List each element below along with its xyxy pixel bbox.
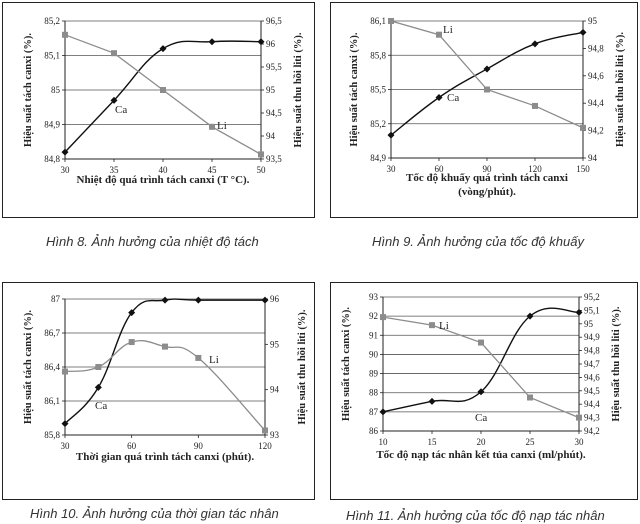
- y2-tick-label: 95,1: [584, 305, 600, 316]
- y-axis-label: Hiệu suất tách canxi (%).: [23, 32, 34, 148]
- series-label-li: Li: [209, 354, 219, 366]
- x-tick-label: 25: [525, 437, 535, 447]
- data-point-li: [580, 125, 586, 131]
- x-tick-label: 20: [476, 437, 486, 447]
- series-line-ca: [65, 41, 261, 152]
- data-point-ca: [95, 384, 102, 391]
- series-line-li: [65, 341, 265, 431]
- series-label-li: Li: [443, 24, 453, 36]
- data-point-li: [62, 32, 68, 38]
- y-tick-label: 87: [51, 294, 60, 304]
- y-tick-label: 85,8: [44, 430, 60, 440]
- figure-caption-1: Hình 8. Ảnh hưởng của nhiệt độ tách: [46, 234, 259, 249]
- x-tick-label: 90: [482, 164, 492, 174]
- x-tick-label: 60: [434, 164, 444, 174]
- x-axis-label: Tốc độ khuấy quá trình tách canxi: [406, 172, 568, 184]
- y2-tick-label: 94,4: [588, 98, 604, 109]
- series-label-ca: Ca: [95, 400, 108, 412]
- y2-tick-label: 94,8: [588, 43, 604, 54]
- x-tick-label: 150: [576, 164, 590, 174]
- y2-tick-label: 94,9: [584, 332, 600, 343]
- y2-tick-label: 95: [588, 16, 597, 26]
- x-tick-label: 45: [207, 165, 217, 175]
- x-tick-label: 10: [378, 437, 388, 447]
- y-tick-label: 86,4: [44, 362, 60, 372]
- y2-axis-label: Hiệu suất thu hồi liti (%).: [611, 306, 622, 422]
- y-axis-label: Hiệu suất tách canxi (%).: [23, 309, 34, 425]
- series-line-li: [383, 317, 579, 418]
- y2-tick-label: 94,6: [588, 70, 604, 81]
- data-point-li: [111, 50, 117, 56]
- y2-tick-label: 95,2: [584, 292, 600, 302]
- y2-tick-label: 94,5: [266, 108, 282, 118]
- chart-1: [23, 16, 304, 186]
- data-point-li: [162, 344, 168, 350]
- y-tick-label: 93: [369, 292, 378, 302]
- y-tick-label: 84,9: [370, 153, 386, 163]
- y-tick-label: 85,2: [370, 118, 386, 129]
- x-axis-label-line2: (vòng/phút).: [458, 186, 516, 198]
- data-point-ca: [429, 398, 436, 405]
- figure-caption-3: Hình 10. Ảnh hưởng của thời gian tác nhân: [30, 506, 279, 521]
- data-point-li: [258, 151, 264, 157]
- x-tick-label: 50: [256, 165, 266, 175]
- chart-panel-1: [2, 2, 315, 218]
- chart-svg-2: [331, 3, 639, 219]
- data-point-ca: [209, 38, 216, 45]
- y-tick-label: 85,2: [44, 16, 60, 26]
- y2-tick-label: 95: [584, 318, 593, 329]
- x-tick-label: 30: [60, 165, 70, 175]
- y2-axis-label: Hiệu suất thu hồi liti (%).: [297, 309, 308, 425]
- x-axis-label: Thời gian quá trình tách canxi (phút).: [75, 451, 255, 463]
- x-axis-label: Nhiệt độ quá trình tách canxi (T °C).: [76, 174, 250, 186]
- data-point-li: [95, 364, 101, 370]
- series-line-ca: [383, 308, 579, 412]
- data-point-ca: [162, 297, 169, 304]
- x-tick-label: 35: [109, 165, 119, 175]
- series-label-ca: Ca: [115, 104, 128, 116]
- x-tick-label: 30: [574, 437, 584, 447]
- x-tick-label: 120: [528, 164, 542, 174]
- data-point-li: [484, 87, 490, 93]
- chart-panel-4: [330, 282, 638, 500]
- y-tick-label: 92: [369, 311, 378, 322]
- x-tick-label: 90: [193, 441, 203, 451]
- y-tick-label: 85: [51, 85, 60, 95]
- y2-tick-label: 94: [270, 384, 279, 395]
- chart-svg-3: [3, 283, 316, 501]
- series-li: [62, 339, 268, 433]
- x-tick-label: 15: [427, 437, 437, 447]
- data-point-li: [129, 339, 135, 345]
- figure-caption-2: Hình 9. Ảnh hưởng của tốc độ khuấy: [372, 234, 584, 249]
- y-tick-label: 86,1: [44, 396, 60, 406]
- y2-axis-label: Hiệu suất thu hồi liti (%).: [293, 32, 304, 148]
- y-tick-label: 84,8: [44, 154, 60, 164]
- y2-tick-label: 94: [588, 153, 597, 163]
- chart-panel-2: [330, 2, 638, 218]
- chart-2: [349, 16, 626, 198]
- data-point-ca: [262, 297, 269, 304]
- data-point-li: [478, 340, 484, 346]
- y2-tick-label: 94,6: [584, 372, 600, 383]
- data-point-li: [160, 87, 166, 93]
- series-label-li: Li: [217, 120, 227, 132]
- data-point-ca: [195, 297, 202, 304]
- data-point-li: [62, 369, 68, 375]
- y2-axis-label: Hiệu suất thu hồi liti (%).: [615, 32, 626, 147]
- chart-panel-3: [2, 282, 315, 500]
- data-point-ca: [160, 45, 167, 52]
- series-label-ca: Ca: [447, 92, 460, 104]
- chart-3: [23, 294, 308, 463]
- data-point-ca: [580, 29, 587, 36]
- data-point-li: [429, 322, 435, 328]
- y2-tick-label: 94,4: [584, 399, 600, 410]
- y2-tick-label: 94,7: [584, 359, 600, 369]
- series-ca: [388, 29, 587, 139]
- series-ca: [62, 297, 269, 428]
- data-point-ca: [576, 309, 583, 316]
- series-line-ca: [391, 32, 583, 135]
- series-li: [380, 314, 582, 421]
- y-tick-label: 85,5: [370, 84, 386, 95]
- y2-tick-label: 94,3: [584, 412, 600, 423]
- chart-svg-4: [331, 283, 639, 501]
- y-tick-label: 89: [369, 368, 378, 379]
- data-point-li: [532, 103, 538, 109]
- data-point-ca: [532, 40, 539, 47]
- y-tick-label: 85,8: [370, 50, 386, 61]
- y2-tick-label: 95: [266, 85, 275, 95]
- y2-tick-label: 94,2: [588, 125, 604, 136]
- y2-tick-label: 94: [266, 131, 275, 141]
- y-tick-label: 90: [369, 349, 378, 360]
- series-label-li: Li: [439, 320, 449, 332]
- series-label-ca: Ca: [475, 412, 488, 424]
- y2-tick-label: 93: [270, 430, 279, 440]
- y-axis-label: Hiệu suất tách canxi (%).: [341, 306, 352, 422]
- data-point-li: [380, 314, 386, 320]
- y-tick-label: 91: [369, 330, 378, 341]
- data-point-li: [436, 32, 442, 38]
- data-point-li: [209, 124, 215, 130]
- y-tick-label: 86,7: [44, 328, 60, 338]
- x-tick-label: 60: [127, 441, 137, 451]
- y-tick-label: 84,9: [44, 119, 60, 130]
- y-tick-label: 86,1: [370, 16, 386, 26]
- y-tick-label: 88: [369, 387, 378, 398]
- y2-tick-label: 96: [266, 39, 275, 49]
- data-point-ca: [380, 408, 387, 415]
- y-tick-label: 86: [369, 426, 378, 436]
- x-axis-label: Tốc độ nạp tác nhân kết tủa canxi (ml/phút).: [376, 449, 586, 461]
- y-tick-label: 85,1: [44, 50, 60, 61]
- series-line-li: [65, 35, 261, 155]
- data-point-li: [527, 395, 533, 401]
- data-point-li: [195, 355, 201, 361]
- data-point-li: [262, 427, 268, 433]
- y-tick-label: 87: [369, 406, 378, 417]
- y2-tick-label: 95,5: [266, 62, 282, 72]
- data-point-ca: [484, 65, 491, 72]
- y2-tick-label: 94,5: [584, 385, 600, 396]
- x-tick-label: 30: [60, 441, 70, 451]
- chart-4: [341, 292, 622, 461]
- x-tick-label: 120: [258, 441, 272, 451]
- figure-caption-4: Hình 11. Ảnh hưởng của tốc độ nạp tác nhân: [346, 508, 605, 523]
- y2-tick-label: 93,5: [266, 154, 282, 164]
- data-point-li: [576, 415, 582, 421]
- y-axis-label: Hiệu suất tách canxi (%).: [349, 32, 360, 147]
- y2-tick-label: 95: [270, 339, 279, 350]
- y2-tick-label: 94,8: [584, 345, 600, 356]
- y2-tick-label: 94,2: [584, 426, 600, 436]
- x-tick-label: 30: [386, 164, 396, 174]
- y2-tick-label: 96,5: [266, 16, 282, 26]
- chart-svg-1: [3, 3, 316, 219]
- y2-tick-label: 96: [270, 294, 279, 304]
- data-point-li: [388, 18, 394, 24]
- x-tick-label: 40: [158, 165, 168, 175]
